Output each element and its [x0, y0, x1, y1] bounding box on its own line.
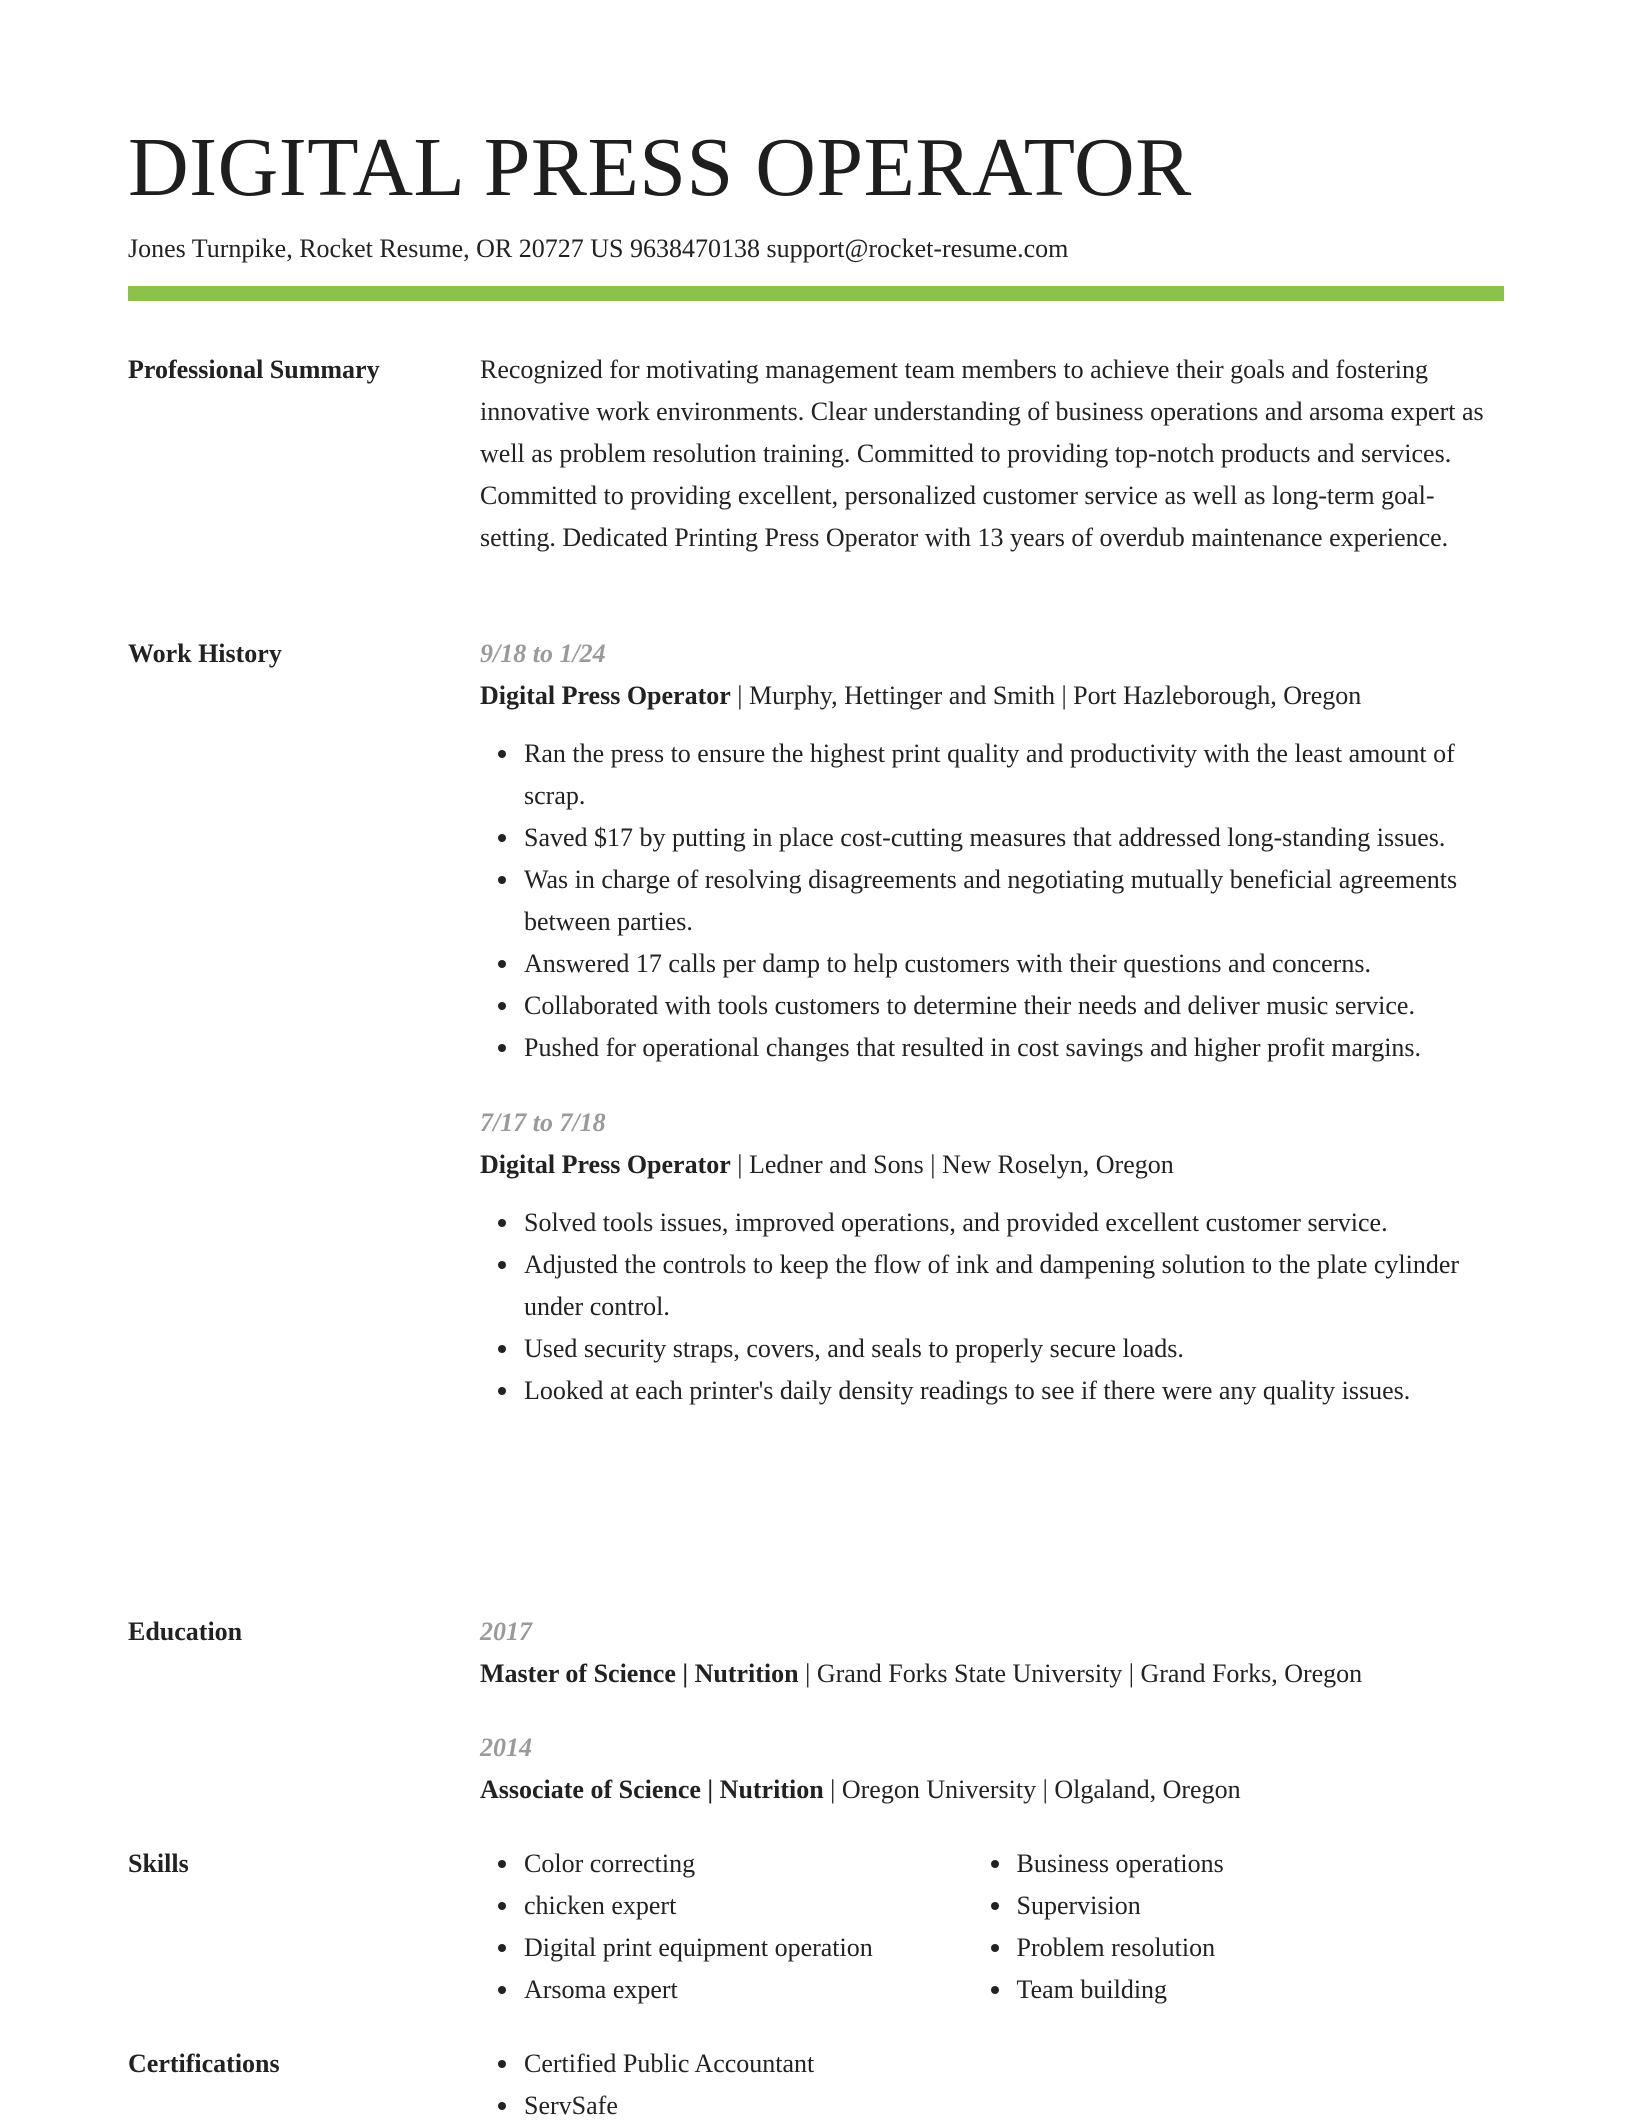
job-heading [480, 675, 1504, 717]
list-item: Ran the press to ensure the highest print quality and productivity with the least amount of scrap. [524, 733, 1504, 817]
list-item: Problem resolution [1017, 1927, 1505, 1969]
education-year: 2014 [480, 1733, 532, 1762]
list-item: Adjusted the controls to keep the flow of ink and dampening solution to the plate cylinder under control. [524, 1244, 1504, 1328]
list-item: chicken expert [524, 1885, 973, 1927]
list-item: Was in charge of resolving disagreements and negotiating mutually beneficial agreements between parties. [524, 859, 1504, 943]
job-entry [480, 633, 1504, 1069]
work-history-heading: Work History [128, 639, 282, 668]
job-bullets [480, 733, 1504, 1069]
list-item: ServSafe [524, 2085, 1504, 2127]
skills-grid [480, 1843, 1504, 2011]
list-item: Supervision [1017, 1885, 1505, 1927]
job-title: Digital Press Operator [480, 1150, 731, 1179]
accent-divider [128, 286, 1504, 301]
list-item: Business operations [1017, 1843, 1505, 1885]
contact-line: Jones Turnpike, Rocket Resume, OR 20727 US 9638470138 support@rocket-resume.com [128, 234, 1069, 263]
education-details: | Grand Forks State University | Grand Forks, Oregon [798, 1659, 1363, 1688]
list-item: Digital print equipment operation [524, 1927, 973, 1969]
list-item: Saved $17 by putting in place cost-cutting measures that addressed long-standing issues. [524, 817, 1504, 859]
education-details: | Oregon University | Olgaland, Oregon [823, 1775, 1241, 1804]
job-bullets [480, 1202, 1504, 1412]
summary-text: Recognized for motivating management team members to achieve their goals and fostering innovative work environments. Clear understanding of business operations and arsoma expert as well as problem resolution training. Committed to providing top-notch products and services. Committed to providing excellent, personalized customer service as well as long-term goal-setting. Dedicated Printing Press Operator with 13 years of overdub maintenance experience. [480, 355, 1484, 552]
job-dates: 9/18 to 1/24 [480, 639, 606, 668]
education-year: 2017 [480, 1617, 532, 1646]
education-heading-line [480, 1653, 1504, 1695]
job-heading [480, 1144, 1504, 1186]
degree-name: Associate of Science | Nutrition [480, 1775, 824, 1804]
job-entry [480, 1102, 1504, 1412]
education-heading-line [480, 1769, 1504, 1811]
education-entry [480, 1611, 1504, 1695]
list-item: Solved tools issues, improved operations, and provided excellent customer service. [524, 1202, 1504, 1244]
education-entry [480, 1727, 1504, 1811]
job-dates: 7/17 to 7/18 [480, 1108, 606, 1137]
certifications-heading: Certifications [128, 2049, 280, 2078]
list-item: Used security straps, covers, and seals to properly secure loads. [524, 1328, 1504, 1370]
job-details: | Ledner and Sons | New Roselyn, Oregon [730, 1150, 1174, 1179]
job-title: Digital Press Operator [480, 681, 731, 710]
skills-heading: Skills [128, 1849, 189, 1878]
job-details: | Murphy, Hettinger and Smith | Port Hazleborough, Oregon [730, 681, 1362, 710]
list-item: Team building [1017, 1969, 1505, 2011]
resume-title: DIGITAL PRESS OPERATOR [128, 121, 1192, 214]
skills-column-1 [480, 1843, 973, 2011]
list-item: Collaborated with tools customers to determine their needs and deliver music service. [524, 985, 1504, 1027]
skills-column-2 [973, 1843, 1505, 2011]
list-item: Color correcting [524, 1843, 973, 1885]
summary-heading: Professional Summary [128, 355, 380, 384]
degree-name: Master of Science | Nutrition [480, 1659, 799, 1688]
certifications-list [480, 2043, 1504, 2127]
list-item: Arsoma expert [524, 1969, 973, 2011]
list-item: Pushed for operational changes that resulted in cost savings and higher profit margins. [524, 1027, 1504, 1069]
education-heading: Education [128, 1617, 243, 1646]
list-item: Answered 17 calls per damp to help customers with their questions and concerns. [524, 943, 1504, 985]
list-item: Looked at each printer's daily density readings to see if there were any quality issues. [524, 1370, 1504, 1412]
list-item: Certified Public Accountant [524, 2043, 1504, 2085]
